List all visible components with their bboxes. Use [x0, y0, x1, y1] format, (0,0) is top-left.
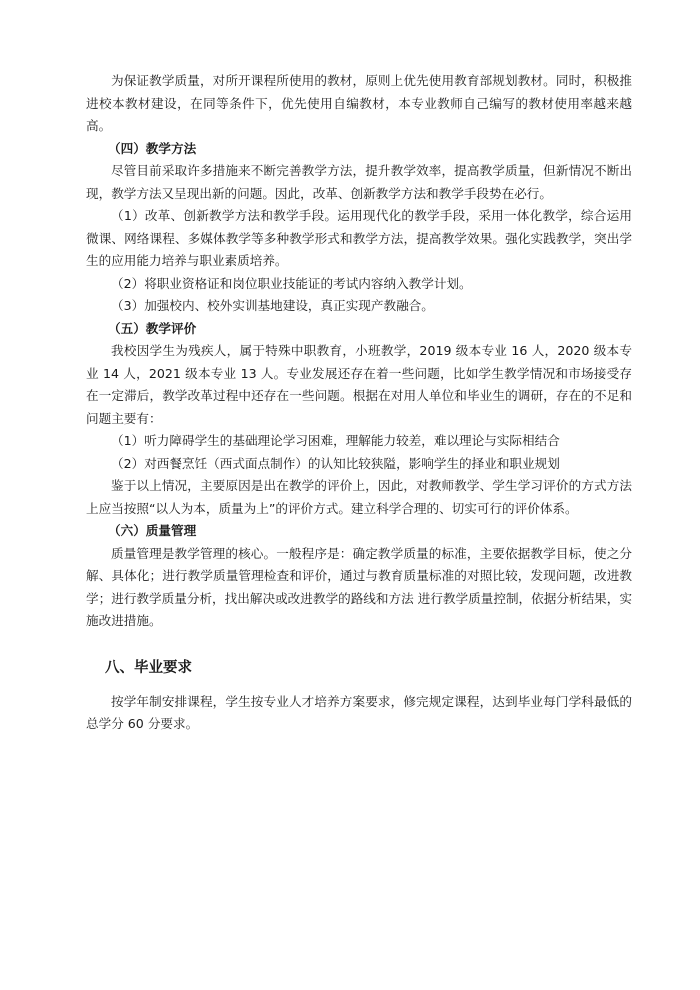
- list-item-methods-2: （2）将职业资格证和岗位职业技能证的考试内容纳入教学计划。: [111, 275, 472, 291]
- list-item-methods-3: （3）加强校内、校外实训基地建设，真正实现产教融合。: [111, 298, 434, 313]
- paragraph-teaching-evaluation: 我校因学生为残疾人，属于特殊中职教育，小班教学，2019 级本专业 16 人，2020 级本专业 14 人，2021 级本专业 13 人。专业发展还存在着一些问题，比如学生教学情况和市场接受存在一定滞后，教学改革过程中还存在一些问题。根据在对用人单位和毕业生的调研，存在的不足和问题主要有：: [86, 343, 632, 426]
- paragraph-graduation-requirements: 按学年制安排课程，学生按专业人才培养方案要求，修完规定课程，达到毕业每门学科最低的总学分 60 分要求。: [86, 693, 632, 731]
- list-item-problems-1: （1）听力障碍学生的基础理论学习困难，理解能力较差，难以理论与实际相结合: [111, 433, 560, 448]
- paragraph-evaluation-conclusion: 鉴于以上情况，主要原因是出在教学的评价上，因此，对教师教学、学生学习评价的方式方法上应当按照“以人为本，质量为上”的评价方式。建立科学合理的、切实可行的评价体系。: [86, 478, 632, 516]
- heading-teaching-evaluation: （五）教学评价: [108, 320, 197, 336]
- list-item-problems-2: （2）对西餐烹饪（西式面点制作）的认知比较狭隘，影响学生的择业和职业规划: [111, 455, 560, 471]
- heading-graduation-requirements: 八、毕业要求: [105, 659, 192, 676]
- document-body: [86, 70, 632, 736]
- paragraph-teaching-methods: 尽管目前采取许多措施来不断完善教学方法，提升教学效率，提高教学质量，但新情况不断出现，教学方法又呈现出新的问题。因此，改革、创新教学方法和教学手段势在必行。: [86, 163, 632, 201]
- heading-teaching-methods: （四）教学方法: [108, 140, 197, 156]
- paragraph-quality-management: 质量管理是教学管理的核心。一般程序是：确定教学质量的标准，主要依据教学目标，使之分解、具体化；进行教学质量管理检查和评价，通过与教育质量标准的对照比较，发现问题，改进教学；进行教学质量分析，找出解决或改进教学的路线和方法 进行教学质量控制，依据分析结果，实施改进措施。: [86, 545, 632, 628]
- paragraph-textbooks: 为保证教学质量，对所开课程所使用的教材，原则上优先使用教育部规划教材。同时，积极推进校本教材建设，在同等条件下，优先使用自编教材，本专业教师自己编写的教材使用率越来越高。: [86, 73, 632, 133]
- heading-quality-management: （六）质量管理: [108, 523, 197, 538]
- list-item-methods-1: （1）改革、创新教学方法和教学手段。运用现代化的教学手段，采用一体化教学，综合运用微课、网络课程、多媒体教学等多种教学形式和教学方法，提高教学效果。强化实践教学，突出学生的应用能力培养与职业素质培养。: [86, 208, 632, 268]
